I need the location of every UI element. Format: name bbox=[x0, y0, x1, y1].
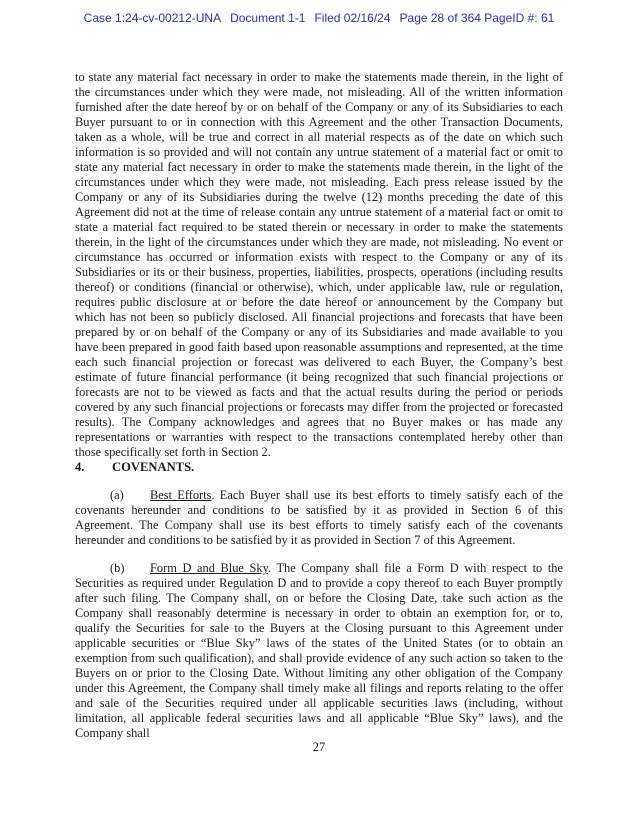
paragraph-a-text: . Each Buyer shall use its best efforts to timely satisfy each of the covenants hereunder and conditions to be satisfied by it as provided in Section 6 of this Agreement. The Company shall use its best efforts to timely satisfy each of the covenants hereunder and conditions to be satisfied by it as provided in Section 7 of this Agreement. bbox=[75, 488, 563, 547]
intro-paragraph: to state any material fact necessary in order to make the statements made therein, in the light of the circumstances under which they were made, not misleading. All of the written information furnished after the date hereof by or on behalf of the Company or any of its Subsidiaries to each Buyer pursuant to or in connection with this Agreement and the other Transaction Documents, taken as a whole, will be true and correct in all material respects as of the date on which such information is so provided and will not contain any untrue statement of a material fact or omit to state any material fact necessary in order to make the statements made therein, in the light of the circumstances under which they were made, not misleading. Each press release issued by the Company or any of its Subsidiaries during the twelve (12) months preceding the date of this Agreement did not at the time of release contain any untrue statement of a material fact or omit to state a material fact required to be stated therein or necessary in order to make the statements therein, in the light of the circumstances under which they are made, not misleading. No event or circumstance has occurred or information exists with respect to the Company or any of its Subsidiaries or its or their business, properties, liabilities, prospects, operations (including results thereof) or conditions (financial or otherwise), which, under applicable law, rule or regulation, requires public disclosure at or before the date hereof or announcement by the Company but which has not been so publicly disclosed. All financial projections and forecasts that have been prepared by or on behalf of the Company or any of its Subsidiaries and made available to you have been prepared in good faith based upon reasonable assumptions and represented, at the time each such financial projection or forecast was delivered to each Buyer, the Company’s best estimate of future financial performance (it being recognized that such financial projections or forecasts are not to be viewed as facts and that the actual results during the period or periods covered by any such financial projections or forecasts may differ from the projected or forecasted results). The Company acknowledges and agrees that no Buyer makes or has made any representations or warranties with respect to the transactions contemplated hereby other than those specifically set forth in Section 2. bbox=[75, 70, 563, 459]
paragraph-b-label: (b) bbox=[110, 561, 125, 575]
filed-date: Filed 02/16/24 bbox=[314, 11, 391, 25]
paragraph-b bbox=[75, 561, 563, 741]
section-number: 4. bbox=[75, 460, 85, 474]
paragraph-a-heading: Best Efforts bbox=[150, 488, 212, 502]
body-content bbox=[75, 70, 563, 741]
case-number: Case 1:24-cv-00212-UNA bbox=[83, 11, 222, 25]
section-heading bbox=[75, 460, 563, 475]
paragraph-a bbox=[75, 488, 563, 548]
paragraph-a-label: (a) bbox=[110, 488, 124, 502]
case-header bbox=[0, 11, 638, 25]
paragraph-b-heading: Form D and Blue Sky bbox=[150, 561, 268, 575]
section-title: COVENANTS. bbox=[112, 460, 195, 474]
page-of-pageid: Page 28 of 364 PageID #: 61 bbox=[399, 11, 555, 25]
page-number: 27 bbox=[312, 740, 326, 754]
paragraph-b-text: . The Company shall file a Form D with respect to the Securities as required under Regulation D and to provide a copy thereof to each Buyer promptly after such filing. The Company shall, on or before the Closing Date, take such action as the Company shall reasonably determine is necessary in order to obtain an exemption for, or to, qualify the Securities for sale to the Buyers at the Closing pursuant to this Agreement under applicable securities or “Blue Sky” laws of the states of the United States (or to obtain an exemption from such qualification), and shall provide evidence of any such action so taken to the Buyers on or prior to the Closing Date. Without limiting any other obligation of the Company under this Agreement, the Company shall timely make all filings and reports relating to the offer and sale of the Securities required under all applicable securities laws (including, without limitation, all applicable federal securities laws and all applicable “Blue Sky” laws), and the Company shall bbox=[75, 561, 563, 740]
document-number: Document 1-1 bbox=[230, 11, 306, 25]
